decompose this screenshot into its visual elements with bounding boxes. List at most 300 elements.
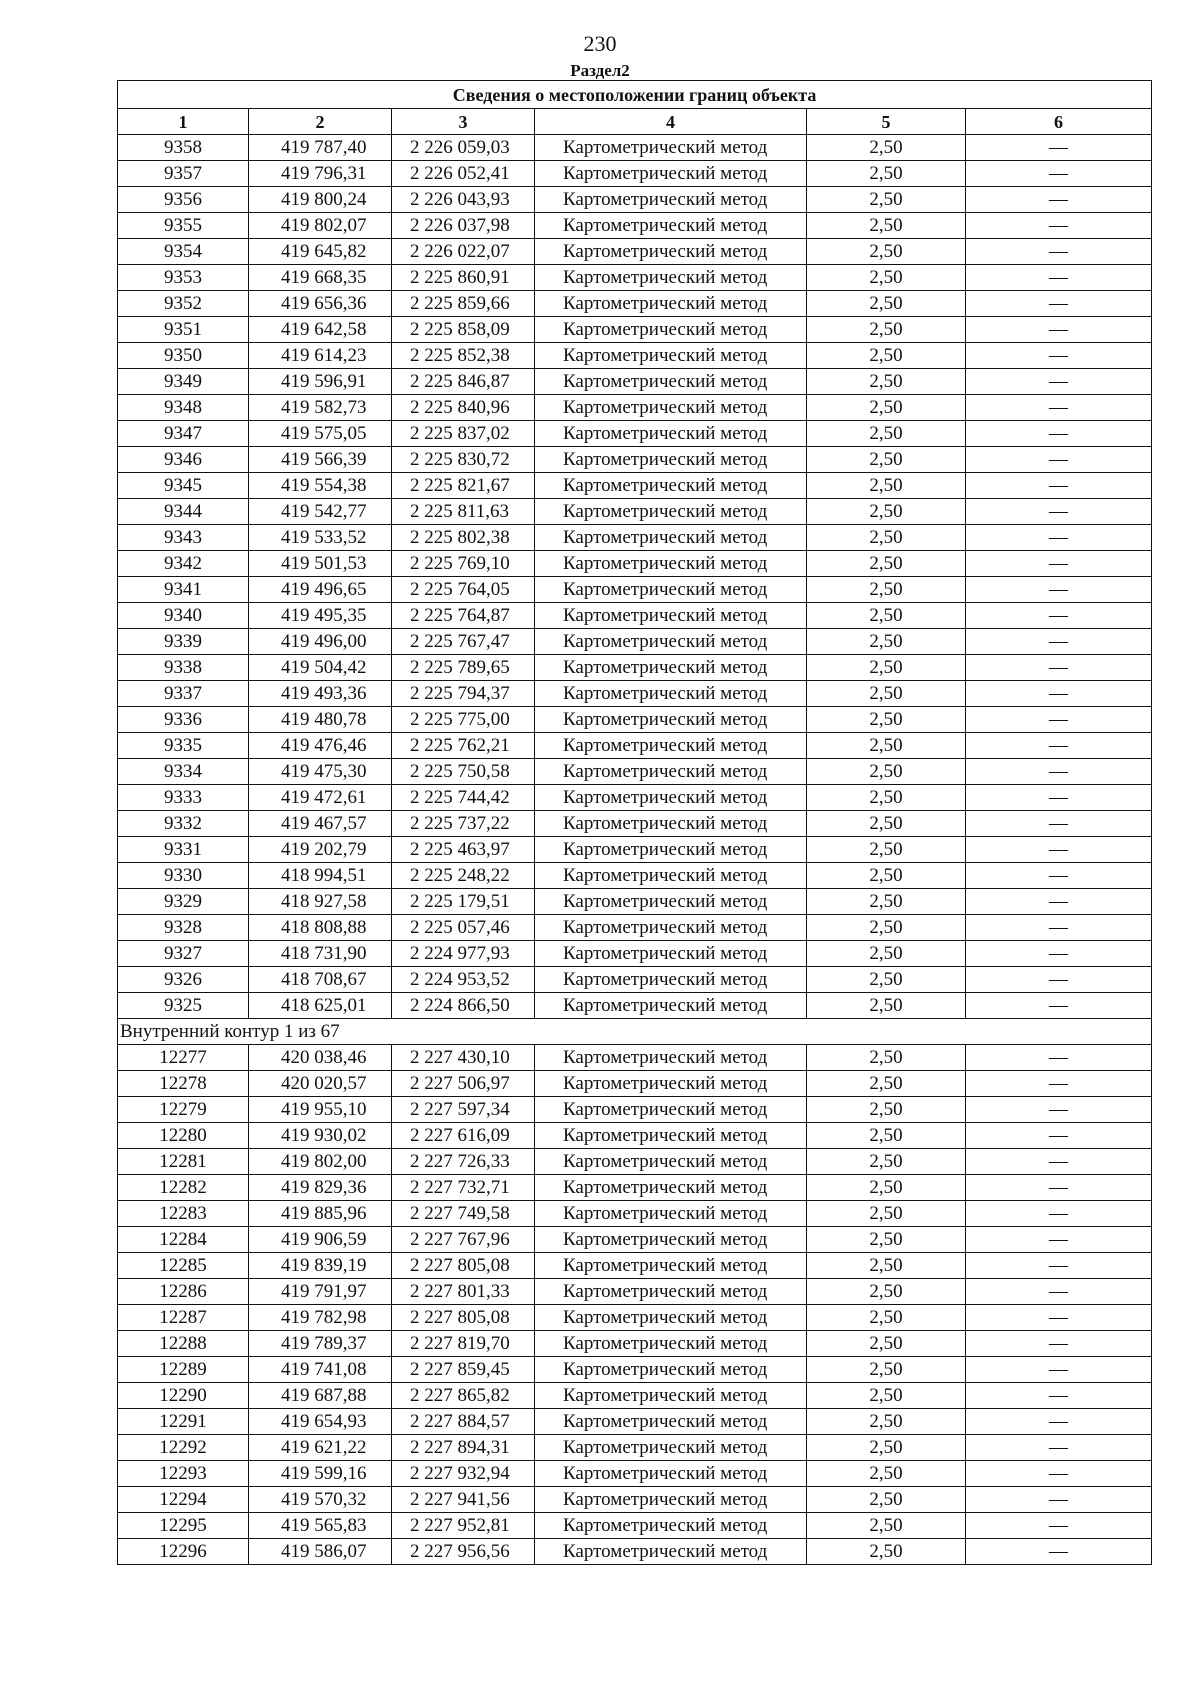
y-coordinate-cell: 2 227 865,82 [392,1383,535,1409]
point-number-cell: 9328 [118,915,249,941]
y-coordinate-cell: 2 225 802,38 [392,525,535,551]
table-row [118,473,1152,499]
table-row [118,369,1152,395]
y-coordinate-cell: 2 227 506,97 [392,1071,535,1097]
description-cell: — [966,239,1152,265]
point-number-cell: 9353 [118,265,249,291]
table-row [118,1357,1152,1383]
method-cell: Картометрический метод [535,1513,807,1539]
y-coordinate-cell: 2 226 037,98 [392,213,535,239]
x-coordinate-cell: 418 731,90 [249,941,392,967]
y-coordinate-cell: 2 225 860,91 [392,265,535,291]
x-coordinate-cell: 419 787,40 [249,135,392,161]
method-cell: Картометрический метод [535,811,807,837]
accuracy-cell: 2,50 [807,291,966,317]
x-coordinate-cell: 419 656,36 [249,291,392,317]
description-cell: — [966,499,1152,525]
method-cell: Картометрический метод [535,395,807,421]
y-coordinate-cell: 2 227 884,57 [392,1409,535,1435]
description-cell: — [966,1435,1152,1461]
y-coordinate-cell: 2 225 767,47 [392,629,535,655]
accuracy-cell: 2,50 [807,1305,966,1331]
accuracy-cell: 2,50 [807,1539,966,1565]
method-cell: Картометрический метод [535,785,807,811]
x-coordinate-cell: 419 533,52 [249,525,392,551]
accuracy-cell: 2,50 [807,889,966,915]
point-number-cell: 9348 [118,395,249,421]
column-header-row [118,109,1152,135]
description-cell: — [966,473,1152,499]
accuracy-cell: 2,50 [807,1123,966,1149]
point-number-cell: 12290 [118,1383,249,1409]
table-row [118,1461,1152,1487]
method-cell: Картометрический метод [535,1149,807,1175]
x-coordinate-cell: 419 501,53 [249,551,392,577]
x-coordinate-cell: 419 645,82 [249,239,392,265]
x-coordinate-cell: 419 202,79 [249,837,392,863]
point-number-cell: 12277 [118,1045,249,1071]
description-cell: — [966,395,1152,421]
accuracy-cell: 2,50 [807,733,966,759]
table-caption-row [118,81,1152,109]
point-number-cell: 12279 [118,1097,249,1123]
x-coordinate-cell: 419 885,96 [249,1201,392,1227]
method-cell: Картометрический метод [535,967,807,993]
y-coordinate-cell: 2 225 859,66 [392,291,535,317]
y-coordinate-cell: 2 227 801,33 [392,1279,535,1305]
x-coordinate-cell: 418 808,88 [249,915,392,941]
method-cell: Картометрический метод [535,1305,807,1331]
x-coordinate-cell: 419 668,35 [249,265,392,291]
x-coordinate-cell: 419 802,07 [249,213,392,239]
table-row [118,1253,1152,1279]
x-coordinate-cell: 419 800,24 [249,187,392,213]
accuracy-cell: 2,50 [807,317,966,343]
y-coordinate-cell: 2 225 789,65 [392,655,535,681]
y-coordinate-cell: 2 225 179,51 [392,889,535,915]
description-cell: — [966,135,1152,161]
x-coordinate-cell: 418 625,01 [249,993,392,1019]
point-number-cell: 12295 [118,1513,249,1539]
y-coordinate-cell: 2 225 248,22 [392,863,535,889]
accuracy-cell: 2,50 [807,1227,966,1253]
accuracy-cell: 2,50 [807,785,966,811]
table-row [118,889,1152,915]
x-coordinate-cell: 419 496,00 [249,629,392,655]
y-coordinate-cell: 2 227 819,70 [392,1331,535,1357]
point-number-cell: 9357 [118,161,249,187]
column-header: 2 [249,109,392,135]
table-row [118,681,1152,707]
accuracy-cell: 2,50 [807,1201,966,1227]
table-row [118,291,1152,317]
table-row [118,837,1152,863]
table-row [118,1149,1152,1175]
description-cell: — [966,421,1152,447]
y-coordinate-cell: 2 227 749,58 [392,1201,535,1227]
method-cell: Картометрический метод [535,499,807,525]
point-number-cell: 9340 [118,603,249,629]
accuracy-cell: 2,50 [807,1487,966,1513]
x-coordinate-cell: 419 839,19 [249,1253,392,1279]
x-coordinate-cell: 419 687,88 [249,1383,392,1409]
table-row [118,1097,1152,1123]
section-title: Раздел2 [570,61,630,80]
description-cell: — [966,1357,1152,1383]
x-coordinate-cell: 419 596,91 [249,369,392,395]
description-cell: — [966,941,1152,967]
table-row [118,1305,1152,1331]
accuracy-cell: 2,50 [807,551,966,577]
x-coordinate-cell: 419 791,97 [249,1279,392,1305]
table-row [118,1279,1152,1305]
method-cell: Картометрический метод [535,1175,807,1201]
accuracy-cell: 2,50 [807,603,966,629]
point-number-cell: 9346 [118,447,249,473]
point-number-cell: 9334 [118,759,249,785]
point-number-cell: 12282 [118,1175,249,1201]
accuracy-cell: 2,50 [807,1409,966,1435]
accuracy-cell: 2,50 [807,499,966,525]
description-cell: — [966,993,1152,1019]
method-cell: Картометрический метод [535,1409,807,1435]
y-coordinate-cell: 2 227 726,33 [392,1149,535,1175]
accuracy-cell: 2,50 [807,1097,966,1123]
accuracy-cell: 2,50 [807,629,966,655]
y-coordinate-cell: 2 227 732,71 [392,1175,535,1201]
table-row [118,577,1152,603]
point-number-cell: 12281 [118,1149,249,1175]
accuracy-cell: 2,50 [807,1175,966,1201]
point-number-cell: 9350 [118,343,249,369]
table-row [118,1331,1152,1357]
description-cell: — [966,1461,1152,1487]
y-coordinate-cell: 2 226 059,03 [392,135,535,161]
table-row [118,1201,1152,1227]
y-coordinate-cell: 2 227 941,56 [392,1487,535,1513]
x-coordinate-cell: 419 906,59 [249,1227,392,1253]
description-cell: — [966,213,1152,239]
accuracy-cell: 2,50 [807,525,966,551]
point-number-cell: 9344 [118,499,249,525]
y-coordinate-cell: 2 225 764,05 [392,577,535,603]
accuracy-cell: 2,50 [807,863,966,889]
point-number-cell: 12289 [118,1357,249,1383]
x-coordinate-cell: 420 038,46 [249,1045,392,1071]
point-number-cell: 9356 [118,187,249,213]
description-cell: — [966,759,1152,785]
y-coordinate-cell: 2 225 821,67 [392,473,535,499]
y-coordinate-cell: 2 226 043,93 [392,187,535,213]
y-coordinate-cell: 2 225 737,22 [392,811,535,837]
accuracy-cell: 2,50 [807,1435,966,1461]
table-row [118,551,1152,577]
table-row [118,1071,1152,1097]
method-cell: Картометрический метод [535,1201,807,1227]
point-number-cell: 9337 [118,681,249,707]
x-coordinate-cell: 419 582,73 [249,395,392,421]
x-coordinate-cell: 418 927,58 [249,889,392,915]
table-row [118,941,1152,967]
method-cell: Картометрический метод [535,473,807,499]
method-cell: Картометрический метод [535,135,807,161]
y-coordinate-cell: 2 225 057,46 [392,915,535,941]
description-cell: — [966,291,1152,317]
accuracy-cell: 2,50 [807,915,966,941]
description-cell: — [966,967,1152,993]
description-cell: — [966,1201,1152,1227]
accuracy-cell: 2,50 [807,473,966,499]
point-number-cell: 12284 [118,1227,249,1253]
y-coordinate-cell: 2 227 616,09 [392,1123,535,1149]
point-number-cell: 12278 [118,1071,249,1097]
y-coordinate-cell: 2 227 894,31 [392,1435,535,1461]
method-cell: Картометрический метод [535,187,807,213]
point-number-cell: 9330 [118,863,249,889]
column-header: 1 [118,109,249,135]
description-cell: — [966,603,1152,629]
table-row [118,317,1152,343]
column-header: 6 [966,109,1152,135]
x-coordinate-cell: 419 542,77 [249,499,392,525]
description-cell: — [966,915,1152,941]
method-cell: Картометрический метод [535,837,807,863]
method-cell: Картометрический метод [535,1461,807,1487]
y-coordinate-cell: 2 225 794,37 [392,681,535,707]
table-row [118,1513,1152,1539]
description-cell: — [966,1487,1152,1513]
method-cell: Картометрический метод [535,1279,807,1305]
table-row [118,1487,1152,1513]
method-cell: Картометрический метод [535,1227,807,1253]
y-coordinate-cell: 2 225 846,87 [392,369,535,395]
method-cell: Картометрический метод [535,369,807,395]
accuracy-cell: 2,50 [807,1357,966,1383]
accuracy-cell: 2,50 [807,577,966,603]
method-cell: Картометрический метод [535,655,807,681]
contour-label: Внутренний контур 1 из 67 [118,1019,1152,1045]
description-cell: — [966,1227,1152,1253]
table-row [118,655,1152,681]
page-number: 230 [583,31,617,56]
table-row [118,135,1152,161]
table-row [118,1123,1152,1149]
table-body [118,135,1152,1565]
method-cell: Картометрический метод [535,759,807,785]
point-number-cell: 9355 [118,213,249,239]
method-cell: Картометрический метод [535,603,807,629]
accuracy-cell: 2,50 [807,265,966,291]
method-cell: Картометрический метод [535,863,807,889]
table-row [118,785,1152,811]
column-header: 5 [807,109,966,135]
accuracy-cell: 2,50 [807,1045,966,1071]
y-coordinate-cell: 2 227 859,45 [392,1357,535,1383]
accuracy-cell: 2,50 [807,1071,966,1097]
description-cell: — [966,1305,1152,1331]
description-cell: — [966,837,1152,863]
accuracy-cell: 2,50 [807,421,966,447]
point-number-cell: 9325 [118,993,249,1019]
accuracy-cell: 2,50 [807,1149,966,1175]
description-cell: — [966,447,1152,473]
description-cell: — [966,525,1152,551]
y-coordinate-cell: 2 225 840,96 [392,395,535,421]
point-number-cell: 12296 [118,1539,249,1565]
table-row [118,863,1152,889]
y-coordinate-cell: 2 227 932,94 [392,1461,535,1487]
method-cell: Картометрический метод [535,1253,807,1279]
description-cell: — [966,655,1152,681]
table-row [118,967,1152,993]
method-cell: Картометрический метод [535,1539,807,1565]
y-coordinate-cell: 2 227 805,08 [392,1305,535,1331]
column-header: 3 [392,109,535,135]
x-coordinate-cell: 419 467,57 [249,811,392,837]
table-row [118,993,1152,1019]
point-number-cell: 9345 [118,473,249,499]
point-number-cell: 9333 [118,785,249,811]
point-number-cell: 9352 [118,291,249,317]
x-coordinate-cell: 419 599,16 [249,1461,392,1487]
method-cell: Картометрический метод [535,1331,807,1357]
description-cell: — [966,863,1152,889]
method-cell: Картометрический метод [535,317,807,343]
x-coordinate-cell: 419 654,93 [249,1409,392,1435]
point-number-cell: 12291 [118,1409,249,1435]
x-coordinate-cell: 418 994,51 [249,863,392,889]
y-coordinate-cell: 2 225 858,09 [392,317,535,343]
x-coordinate-cell: 419 621,22 [249,1435,392,1461]
method-cell: Картометрический метод [535,941,807,967]
description-cell: — [966,551,1152,577]
method-cell: Картометрический метод [535,447,807,473]
method-cell: Картометрический метод [535,1383,807,1409]
description-cell: — [966,1097,1152,1123]
point-number-cell: 9332 [118,811,249,837]
x-coordinate-cell: 419 829,36 [249,1175,392,1201]
table-row [118,265,1152,291]
point-number-cell: 9329 [118,889,249,915]
method-cell: Картометрический метод [535,525,807,551]
x-coordinate-cell: 419 496,65 [249,577,392,603]
y-coordinate-cell: 2 225 463,97 [392,837,535,863]
description-cell: — [966,1045,1152,1071]
accuracy-cell: 2,50 [807,655,966,681]
table-row [118,1383,1152,1409]
method-cell: Картометрический метод [535,1045,807,1071]
table-row [118,707,1152,733]
y-coordinate-cell: 2 227 956,56 [392,1539,535,1565]
description-cell: — [966,1409,1152,1435]
method-cell: Картометрический метод [535,1071,807,1097]
description-cell: — [966,265,1152,291]
accuracy-cell: 2,50 [807,369,966,395]
method-cell: Картометрический метод [535,889,807,915]
point-number-cell: 12288 [118,1331,249,1357]
boundary-coordinates-table [117,80,1152,1565]
point-number-cell: 12283 [118,1201,249,1227]
table-row [118,239,1152,265]
point-number-cell: 9351 [118,317,249,343]
description-cell: — [966,1253,1152,1279]
table-row [118,395,1152,421]
accuracy-cell: 2,50 [807,811,966,837]
table-row [118,1409,1152,1435]
method-cell: Картометрический метод [535,1123,807,1149]
method-cell: Картометрический метод [535,291,807,317]
point-number-cell: 9331 [118,837,249,863]
description-cell: — [966,369,1152,395]
accuracy-cell: 2,50 [807,837,966,863]
point-number-cell: 12293 [118,1461,249,1487]
accuracy-cell: 2,50 [807,1461,966,1487]
point-number-cell: 9339 [118,629,249,655]
table-row [118,1227,1152,1253]
table-row [118,187,1152,213]
x-coordinate-cell: 419 566,39 [249,447,392,473]
accuracy-cell: 2,50 [807,993,966,1019]
point-number-cell: 9326 [118,967,249,993]
method-cell: Картометрический метод [535,265,807,291]
method-cell: Картометрический метод [535,161,807,187]
table-row [118,811,1152,837]
description-cell: — [966,187,1152,213]
point-number-cell: 9338 [118,655,249,681]
table-row [118,759,1152,785]
description-cell: — [966,889,1152,915]
point-number-cell: 9358 [118,135,249,161]
method-cell: Картометрический метод [535,993,807,1019]
description-cell: — [966,707,1152,733]
point-number-cell: 12287 [118,1305,249,1331]
x-coordinate-cell: 419 476,46 [249,733,392,759]
accuracy-cell: 2,50 [807,135,966,161]
description-cell: — [966,733,1152,759]
point-number-cell: 9349 [118,369,249,395]
y-coordinate-cell: 2 227 767,96 [392,1227,535,1253]
point-number-cell: 12286 [118,1279,249,1305]
method-cell: Картометрический метод [535,239,807,265]
x-coordinate-cell: 420 020,57 [249,1071,392,1097]
description-cell: — [966,1149,1152,1175]
description-cell: — [966,1513,1152,1539]
x-coordinate-cell: 419 789,37 [249,1331,392,1357]
accuracy-cell: 2,50 [807,967,966,993]
description-cell: — [966,317,1152,343]
x-coordinate-cell: 418 708,67 [249,967,392,993]
x-coordinate-cell: 419 586,07 [249,1539,392,1565]
point-number-cell: 9341 [118,577,249,603]
x-coordinate-cell: 419 802,00 [249,1149,392,1175]
accuracy-cell: 2,50 [807,1513,966,1539]
y-coordinate-cell: 2 227 430,10 [392,1045,535,1071]
y-coordinate-cell: 2 227 952,81 [392,1513,535,1539]
x-coordinate-cell: 419 930,02 [249,1123,392,1149]
point-number-cell: 9342 [118,551,249,577]
x-coordinate-cell: 419 741,08 [249,1357,392,1383]
description-cell: — [966,1279,1152,1305]
table-row [118,1045,1152,1071]
accuracy-cell: 2,50 [807,161,966,187]
x-coordinate-cell: 419 493,36 [249,681,392,707]
description-cell: — [966,785,1152,811]
method-cell: Картометрический метод [535,1357,807,1383]
accuracy-cell: 2,50 [807,707,966,733]
y-coordinate-cell: 2 226 052,41 [392,161,535,187]
description-cell: — [966,161,1152,187]
y-coordinate-cell: 2 225 750,58 [392,759,535,785]
